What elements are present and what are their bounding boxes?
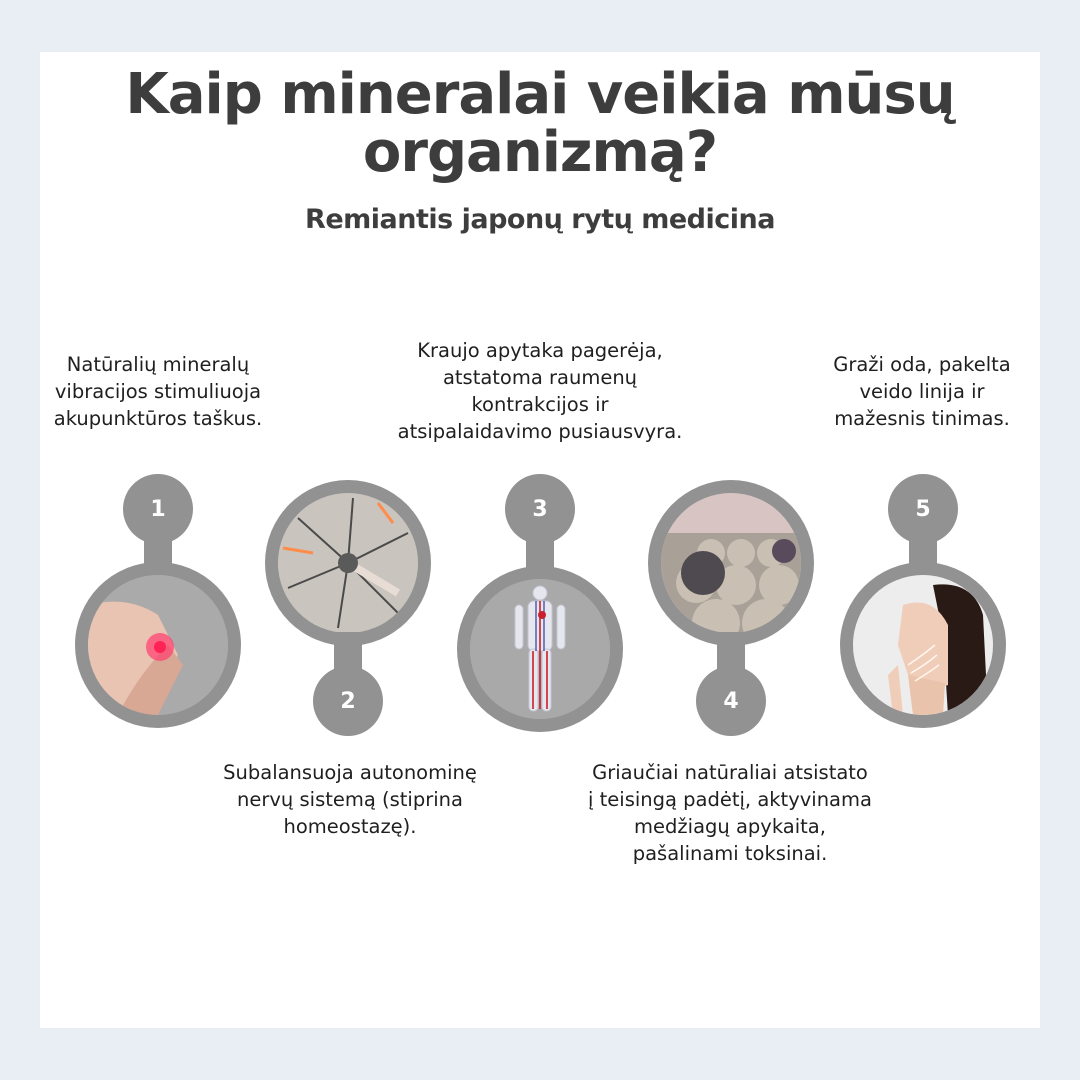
face-lift-image [853,575,993,715]
title-line-1: Kaip mineralai veikia mūsų [125,62,955,127]
caption-step-2 [190,759,510,840]
image-ring [457,566,623,732]
caption-line: akupunktūros taškus. [53,407,263,430]
title-line-2: organizmą? [362,120,718,185]
step-2 [265,480,431,736]
step-1 [75,474,241,728]
caption-line: į teisingą padėtį, aktyvinama [588,788,872,811]
page-title [40,62,1040,185]
caption-line: atsipalaidavimo pusiausvyra. [397,420,683,443]
image-ring [75,562,241,728]
infographic-card [40,52,1040,1028]
caption-line: medžiagų apykaita, [634,815,826,838]
step-3 [457,474,623,732]
caption-line: Kraujo apytaka pagerėja, [417,339,663,362]
wrist-acupressure-image [88,575,228,715]
caption-step-1 [40,351,276,432]
caption-step-4 [560,759,900,867]
step-number-badge: 2 [313,666,383,736]
caption-line: atstatoma raumenų [442,366,638,389]
caption-line: Griaučiai natūraliai atsistato [592,761,868,784]
caption-line: Subalansuoja autonominę [223,761,477,784]
image-ring [840,562,1006,728]
caption-step-3 [370,337,710,445]
step-number-badge: 3 [505,474,575,544]
circulatory-system-image [470,579,610,719]
caption-line: pašalinami toksinai. [632,842,828,865]
caption-line: nervų sistemą (stiprina [237,788,463,811]
page-subtitle: Remiantis japonų rytų medicina [305,204,775,235]
caption-line: mažesnis tinimas. [834,407,1010,430]
cells-image [661,493,801,633]
caption-line: Graži oda, pakelta [833,353,1011,376]
step-5 [840,474,1006,728]
neuron-image [278,493,418,633]
step-number-badge: 4 [696,666,766,736]
step-number-badge: 1 [123,474,193,544]
caption-line: vibracijos stimuliuoja [54,380,262,403]
caption-line: Natūralių mineralų [66,353,250,376]
caption-line: kontrakcijos ir [471,393,609,416]
caption-line: homeostazę). [283,815,417,838]
caption-line: veido linija ir [859,380,985,403]
caption-step-5 [810,351,1034,432]
step-4 [648,480,814,736]
image-ring [648,480,814,646]
step-number-badge: 5 [888,474,958,544]
image-ring [265,480,431,646]
